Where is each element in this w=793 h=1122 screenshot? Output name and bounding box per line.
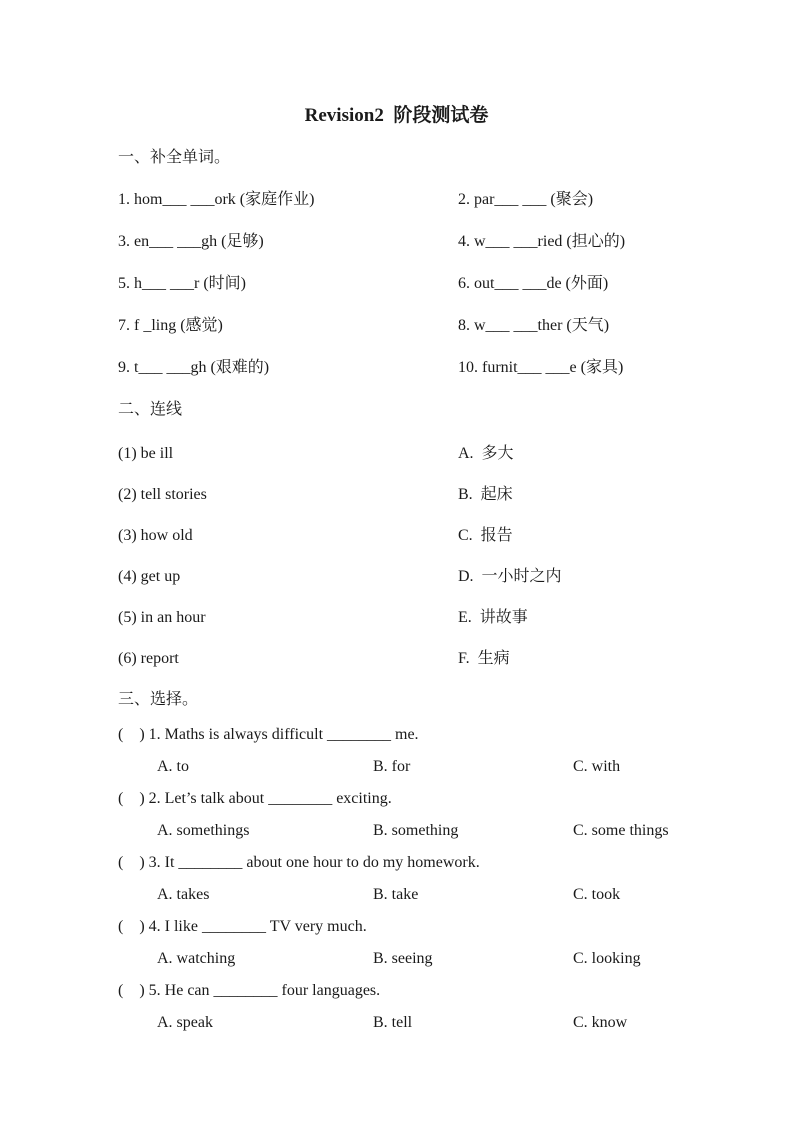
word-item-4: 4. w___ ___ried (担心的)	[458, 233, 626, 250]
matching-grid	[118, 444, 753, 690]
choice-5-option-a: A. speak	[157, 1014, 213, 1031]
word-item-10: 10. furnit___ ___e (家具)	[458, 359, 624, 376]
match-left-1: (1) be ill	[118, 445, 174, 462]
page-title: Revision2 阶段测试卷	[304, 105, 489, 126]
match-right-f: F. 生病	[458, 650, 510, 667]
choice-2-option-c: C. some things	[573, 822, 669, 839]
match-right-d: D. 一小时之内	[458, 568, 562, 585]
match-right-e: E. 讲故事	[458, 609, 528, 626]
choice-3-options	[118, 885, 753, 905]
match-right-b: B. 起床	[458, 486, 513, 503]
choice-question-4: ( ) 4. I like ________ TV very much.	[118, 918, 367, 935]
choice-2-option-b: B. something	[373, 822, 459, 839]
choice-4-option-a: A. watching	[157, 950, 236, 967]
word-item-3: 3. en___ ___gh (足够)	[118, 233, 264, 250]
section-two-heading: 二、连线	[118, 401, 183, 418]
choice-question-5: ( ) 5. He can ________ four languages.	[118, 982, 381, 999]
match-right-c: C. 报告	[458, 527, 513, 544]
choice-3-option-c: C. took	[573, 886, 621, 903]
choice-1-option-b: B. for	[373, 758, 411, 775]
word-item-6: 6. out___ ___de (外面)	[458, 275, 609, 292]
choice-3-option-a: A. takes	[157, 886, 210, 903]
choice-3-option-b: B. take	[373, 886, 419, 903]
word-item-1: 1. hom___ ___ork (家庭作业)	[118, 191, 315, 208]
choice-5-option-c: C. know	[573, 1014, 628, 1031]
word-item-7: 7. f _ling (感觉)	[118, 317, 223, 334]
match-left-3: (3) how old	[118, 527, 193, 544]
word-item-2: 2. par___ ___ (聚会)	[458, 191, 594, 208]
match-left-4: (4) get up	[118, 568, 181, 585]
choice-question-2: ( ) 2. Let’s talk about ________ exciting.	[118, 790, 392, 807]
section-one-heading: 一、补全单词。	[118, 149, 231, 166]
choice-1-option-c: C. with	[573, 758, 621, 775]
match-left-2: (2) tell stories	[118, 486, 207, 503]
choice-1-option-a: A. to	[157, 758, 189, 775]
choice-5-option-b: B. tell	[373, 1014, 413, 1031]
choice-4-option-b: B. seeing	[373, 950, 433, 967]
word-item-9: 9. t___ ___gh (艰难的)	[118, 359, 270, 376]
match-right-a: A. 多大	[458, 445, 514, 462]
choice-question-1: ( ) 1. Maths is always difficult ________ me.	[118, 726, 419, 743]
choice-4-options	[118, 949, 753, 969]
match-left-6: (6) report	[118, 650, 179, 667]
choice-2-option-a: A. somethings	[157, 822, 250, 839]
word-item-8: 8. w___ ___ther (天气)	[458, 317, 610, 334]
choice-5-options	[118, 1013, 753, 1033]
choice-4-option-c: C. looking	[573, 950, 641, 967]
choice-1-options	[118, 757, 753, 777]
match-left-5: (5) in an hour	[118, 609, 206, 626]
choice-2-options	[118, 821, 753, 841]
word-completion-grid	[118, 190, 753, 400]
section-three-heading: 三、选择。	[118, 691, 199, 708]
choice-question-3: ( ) 3. It ________ about one hour to do my homework.	[118, 854, 480, 871]
word-item-5: 5. h___ ___r (时间)	[118, 275, 246, 292]
